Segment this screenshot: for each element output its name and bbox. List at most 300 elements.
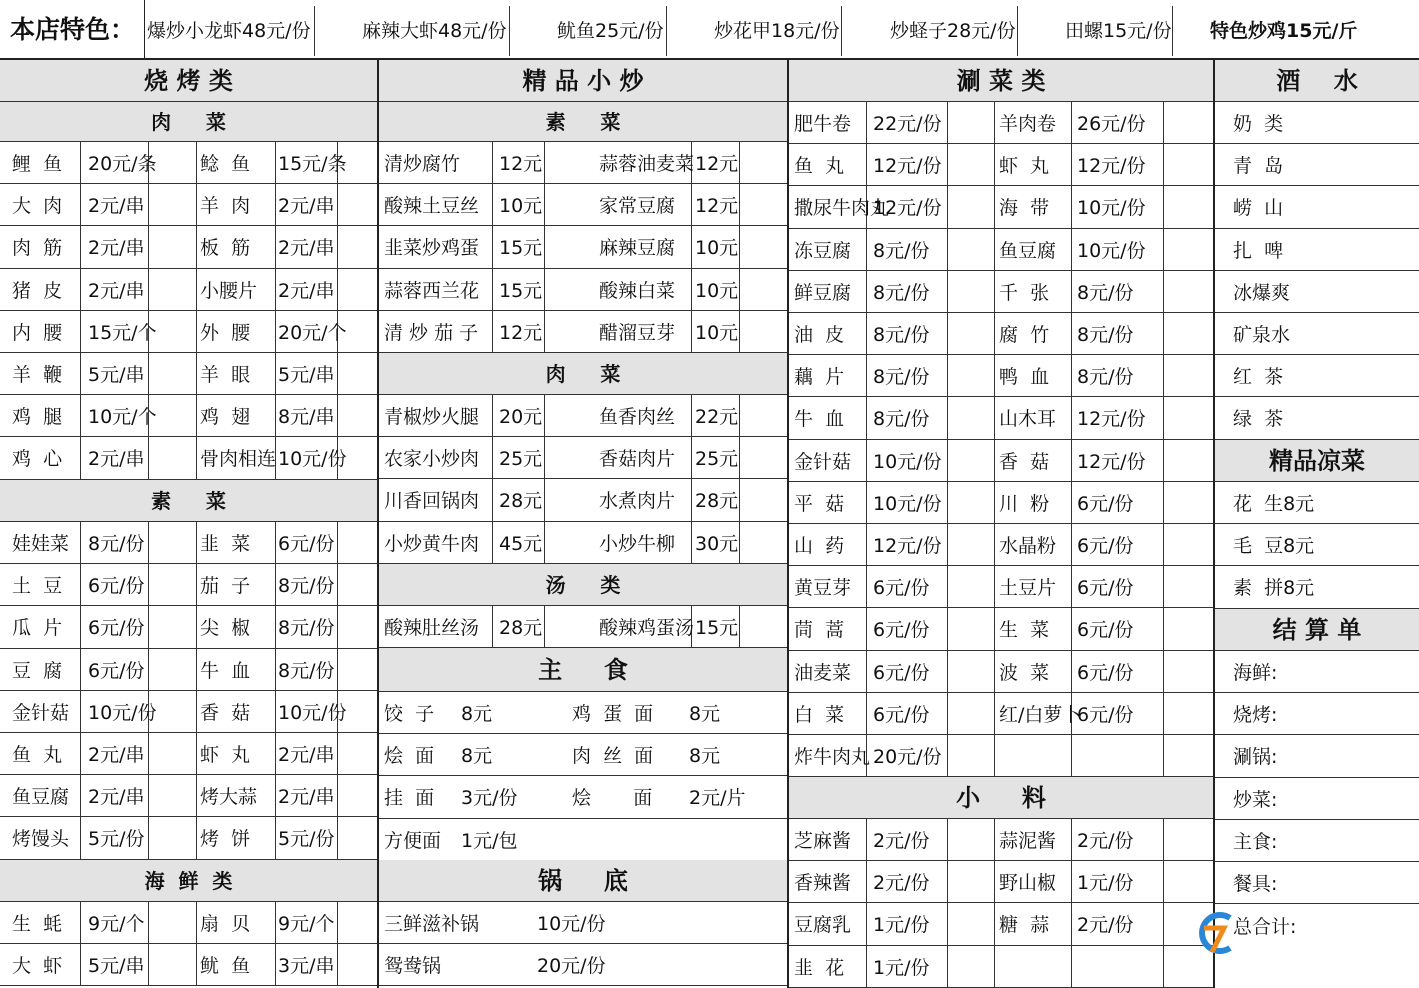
- item-name: 千 张: [999, 281, 1050, 304]
- menu-row: [1215, 524, 1419, 566]
- item-price: 15元: [499, 279, 543, 302]
- cell-divider: [1163, 524, 1164, 565]
- menu-row: [0, 226, 377, 268]
- item-name: 金针菇: [794, 450, 852, 473]
- cell-divider: [1163, 186, 1164, 227]
- item-name: 野山椒: [999, 872, 1057, 895]
- item-name: 鸡 心: [12, 448, 63, 471]
- item-price: 5元/串: [278, 364, 335, 387]
- item-price: 26元/份: [1077, 113, 1146, 136]
- menu-row: [1215, 693, 1419, 735]
- item-price: 2元/份: [873, 872, 930, 895]
- cell-divider: [196, 142, 197, 183]
- item-name: 素 拼8元: [1233, 577, 1315, 600]
- cell-divider: [196, 649, 197, 690]
- staple-section-title: 主 食: [379, 648, 787, 692]
- cell-divider: [994, 819, 995, 860]
- item-price: 10元/个: [88, 406, 157, 429]
- item-name: 烤馒头: [12, 828, 70, 851]
- item-price: 10元/份: [278, 448, 347, 471]
- menu-row: [789, 397, 1213, 439]
- menu-row: [789, 735, 1213, 777]
- item-price: 2元/串: [278, 744, 335, 767]
- item-name: 鱼豆腐: [999, 239, 1057, 262]
- item-name: 奶 类: [1233, 113, 1284, 136]
- item-name: 生 菜: [999, 619, 1050, 642]
- item-price: 15元: [695, 617, 739, 640]
- item-price: 1元/份: [873, 956, 930, 979]
- item-price: 12元/份: [873, 155, 942, 178]
- item-price: 2元/串: [88, 744, 145, 767]
- item-name: 矿泉水: [1233, 324, 1291, 347]
- item-name: 韭菜炒鸡蛋: [384, 237, 480, 260]
- menu-row: [789, 903, 1213, 945]
- item-name: 豆腐乳: [794, 914, 852, 937]
- cell-divider: [196, 395, 197, 436]
- menu-row: [1215, 271, 1419, 313]
- cell-divider: [196, 437, 197, 478]
- specials-bar: [0, 0, 1419, 60]
- cell-divider: [1163, 313, 1164, 354]
- item-name: 家常豆腐: [599, 195, 676, 218]
- menu-row: [0, 817, 377, 859]
- menu-row: [1215, 186, 1419, 228]
- item-name: 肉 丝 面: [572, 745, 654, 768]
- specials-title: 本店特色：: [0, 0, 145, 60]
- item-name: 撒尿牛肉丸: [794, 197, 890, 220]
- cell-divider: [1163, 482, 1164, 523]
- item-name: 海鲜:: [1233, 662, 1278, 685]
- cell-divider: [196, 522, 197, 563]
- item-name: 牛 血: [200, 659, 251, 682]
- item-name: 尖 椒: [200, 617, 251, 640]
- item-name: 猪 皮: [12, 279, 63, 302]
- item-price: 9元/个: [278, 913, 335, 936]
- item-price: 6元/份: [88, 617, 145, 640]
- menu-row: [789, 440, 1213, 482]
- item-price: 6元/份: [1077, 703, 1134, 726]
- item-name: 农家小炒肉: [384, 448, 480, 471]
- cell-divider: [1163, 735, 1164, 776]
- item-name: 清 炒 茄 子: [384, 321, 479, 344]
- item-price: 1元/份: [1077, 872, 1134, 895]
- item-price: 8元/份: [873, 324, 930, 347]
- menu-row: [379, 311, 787, 353]
- menu-row: [0, 395, 377, 437]
- item-price: 8元: [689, 703, 721, 726]
- menu-row: [0, 142, 377, 184]
- item-price: 12元: [695, 195, 739, 218]
- special-item: 麻辣大虾48元/份: [360, 6, 510, 56]
- menu-row: [789, 313, 1213, 355]
- cell-divider: [1163, 440, 1164, 481]
- item-price: 2元/串: [278, 195, 335, 218]
- item-price: 45元: [499, 532, 543, 555]
- item-name: 骨肉相连: [200, 448, 277, 471]
- item-price: 25元: [695, 448, 739, 471]
- menu-row: [379, 692, 787, 734]
- item-name: 大 肉: [12, 195, 63, 218]
- cell-divider: [492, 606, 493, 647]
- bbq-section-title: 烧 烤 类: [0, 60, 377, 102]
- item-price: 2元/份: [1077, 830, 1134, 853]
- cell-divider: [994, 440, 995, 481]
- cell-divider: [1163, 903, 1164, 944]
- menu-row: [1215, 820, 1419, 862]
- item-price: 8元/份: [1077, 281, 1134, 304]
- item-name: 白 菜: [794, 703, 845, 726]
- menu-row: [789, 608, 1213, 650]
- item-price: 2元/串: [88, 786, 145, 809]
- menu-row: [0, 269, 377, 311]
- cell-divider: [196, 775, 197, 816]
- stirfry-column: [379, 60, 789, 988]
- special-item: 鱿鱼25元/份: [555, 6, 667, 56]
- menu-row: [379, 437, 787, 479]
- special-item: 爆炒小龙虾48元/份: [145, 6, 315, 56]
- item-price: 12元/份: [1077, 408, 1146, 431]
- item-name: 鲤 鱼: [12, 153, 63, 176]
- cell-divider: [196, 269, 197, 310]
- item-name: 牛 血: [794, 408, 845, 431]
- item-name: 小炒黄牛肉: [384, 532, 480, 555]
- item-price: 2元/串: [88, 279, 145, 302]
- item-price: 6元/份: [1077, 535, 1134, 558]
- item-price: 6元/份: [873, 703, 930, 726]
- menu-row: [0, 733, 377, 775]
- item-name: 鱼豆腐: [12, 786, 70, 809]
- item-price: 12元/份: [873, 197, 942, 220]
- item-price: 6元/份: [873, 661, 930, 684]
- item-name: 方便面: [384, 829, 442, 852]
- item-price: 15元/个: [88, 321, 157, 344]
- cell-divider: [492, 437, 493, 478]
- menu-row: [1215, 651, 1419, 693]
- special-item-featured: 特色炒鸡15元/斤: [1210, 20, 1358, 42]
- cell-divider: [1163, 144, 1164, 185]
- menu-row: [789, 651, 1213, 693]
- item-price: 12元: [499, 321, 543, 344]
- item-price: 2元/串: [88, 195, 145, 218]
- hotpot-column: [789, 60, 1215, 988]
- item-name: 烤大蒜: [200, 786, 258, 809]
- menu-row: [0, 944, 377, 986]
- item-name: 山木耳: [999, 408, 1057, 431]
- cell-divider: [1163, 693, 1164, 734]
- item-name: 鲜豆腐: [794, 281, 852, 304]
- cell-divider: [1163, 608, 1164, 649]
- item-name: 虾 丸: [200, 744, 251, 767]
- item-name: 涮锅:: [1233, 746, 1278, 769]
- item-name: 酸辣肚丝汤: [384, 617, 480, 640]
- special-item: 炒花甲18元/份: [712, 6, 842, 56]
- menu-row: [789, 946, 1213, 988]
- item-price: 5元/份: [278, 828, 335, 851]
- menu-row: [789, 482, 1213, 524]
- menu-row: [1215, 144, 1419, 186]
- item-name: 蒜蓉油麦菜: [599, 153, 695, 176]
- item-name: 炸牛肉丸: [794, 746, 871, 769]
- item-price: 6元/份: [88, 575, 145, 598]
- item-name: 土豆片: [999, 577, 1057, 600]
- menu-row: [1215, 313, 1419, 355]
- item-price: 2元/串: [88, 448, 145, 471]
- cell-divider: [196, 902, 197, 943]
- item-price: [689, 819, 769, 860]
- item-price: 28元: [695, 490, 739, 513]
- item-name: 鸭 血: [999, 366, 1050, 389]
- item-name: 豆 腐: [12, 659, 63, 682]
- item-name: 鱼 丸: [12, 744, 63, 767]
- cell-divider: [994, 102, 995, 143]
- menu-row: [0, 522, 377, 564]
- item-price: 20元/条: [88, 153, 157, 176]
- cell-divider: [994, 271, 995, 312]
- bill-section-title: 结 算 单: [1215, 609, 1419, 651]
- item-price: 22元: [695, 406, 739, 429]
- item-name: 鱼 丸: [794, 155, 845, 178]
- item-price: 5元/份: [88, 828, 145, 851]
- menu-row: [379, 776, 787, 818]
- menu-row: [1215, 735, 1419, 777]
- cell-divider: [1163, 566, 1164, 607]
- item-price: 28元: [499, 490, 543, 513]
- menu-row: [379, 479, 787, 521]
- item-name: 油麦菜: [794, 661, 852, 684]
- item-name: 鸡 翅: [200, 406, 251, 429]
- menu-row: [0, 437, 377, 479]
- item-price: 8元: [461, 703, 493, 726]
- item-name: 鱼香肉丝: [599, 406, 676, 429]
- item-price: 5元/串: [88, 364, 145, 387]
- item-name: 羊 眼: [200, 364, 251, 387]
- item-price: 22元/份: [873, 113, 942, 136]
- item-price: 8元/份: [873, 408, 930, 431]
- cell-divider: [994, 229, 995, 270]
- item-name: 花 生8元: [1233, 493, 1315, 516]
- cell-divider: [196, 817, 197, 858]
- menu-row: [1215, 778, 1419, 820]
- cell-divider: [994, 946, 995, 987]
- menu-row: [789, 524, 1213, 566]
- menu-row: [379, 902, 787, 944]
- item-name: 藕 片: [794, 366, 845, 389]
- item-name: 茼 蒿: [794, 619, 845, 642]
- stirfry-soup-subtitle: 汤 类: [379, 564, 787, 606]
- item-name: 内 腰: [12, 321, 63, 344]
- cell-divider: [196, 733, 197, 774]
- item-price: 12元/份: [873, 535, 942, 558]
- special-item: 炒蛏子28元/份: [888, 6, 1018, 56]
- item-price: 25元: [499, 448, 543, 471]
- item-name: 红 茶: [1233, 366, 1284, 389]
- bbq-seafood-subtitle: 海 鲜 类: [0, 860, 377, 902]
- item-name: [999, 946, 1075, 987]
- item-price: 6元/份: [1077, 492, 1134, 515]
- item-price: 8元/份: [873, 281, 930, 304]
- cell-divider: [492, 522, 493, 563]
- item-name: 蒜蓉西兰花: [384, 279, 480, 302]
- menu-row: [789, 186, 1213, 228]
- item-price: 8元/份: [873, 366, 930, 389]
- cell-divider: [196, 606, 197, 647]
- cell-divider: [994, 608, 995, 649]
- item-name: 芝麻酱: [794, 830, 852, 853]
- item-name: 水晶粉: [999, 535, 1057, 558]
- cell-divider: [1163, 861, 1164, 902]
- menu-row: [789, 355, 1213, 397]
- item-price: 8元/份: [1077, 324, 1134, 347]
- item-name: 主食:: [1233, 830, 1278, 853]
- item-name: 饺 子: [384, 703, 435, 726]
- item-name: 黄豆芽: [794, 577, 852, 600]
- item-price: 1元/包: [461, 829, 518, 852]
- menu-row: [789, 566, 1213, 608]
- item-name: 烩 面: [572, 787, 653, 810]
- item-price: 12元: [695, 153, 739, 176]
- cell-divider: [492, 269, 493, 310]
- cell-divider: [994, 397, 995, 438]
- pot-section-title: 锅 底: [379, 860, 787, 902]
- item-price: 15元/条: [278, 153, 347, 176]
- menu-row: [789, 144, 1213, 186]
- cell-divider: [994, 524, 995, 565]
- item-price: 30元: [695, 532, 739, 555]
- item-price: 10元/份: [1077, 197, 1146, 220]
- item-name: 清炒腐竹: [384, 153, 461, 176]
- item-price: 6元/份: [1077, 577, 1134, 600]
- item-name: 扎 啤: [1233, 239, 1284, 262]
- item-name: 板 筋: [200, 237, 251, 260]
- menu-row: [1215, 355, 1419, 397]
- item-price: 6元/份: [873, 577, 930, 600]
- item-name: 绿 茶: [1233, 408, 1284, 431]
- item-price: 2元/串: [278, 237, 335, 260]
- item-price: 10元: [499, 195, 543, 218]
- menu-row: [789, 102, 1213, 144]
- item-name: 韭 花: [794, 956, 845, 979]
- menu-row: [379, 226, 787, 268]
- item-name: 鸳鸯锅: [384, 955, 442, 978]
- stirfry-section-title: 精 品 小 炒: [379, 60, 787, 102]
- item-price: 10元/份: [873, 450, 942, 473]
- item-name: 娃娃菜: [12, 533, 70, 556]
- item-name: 茄 子: [200, 575, 251, 598]
- item-name: 糖 蒜: [999, 914, 1050, 937]
- cell-divider: [1163, 651, 1164, 692]
- item-name: 波 菜: [999, 661, 1050, 684]
- menu-row: [0, 775, 377, 817]
- item-price: 10元/份: [873, 492, 942, 515]
- item-price: 20元: [499, 406, 543, 429]
- cell-divider: [994, 693, 995, 734]
- item-name: 醋溜豆芽: [599, 321, 676, 344]
- item-name: 小炒牛柳: [599, 532, 676, 555]
- special-item: 田螺15元/份: [1063, 6, 1173, 56]
- item-name: 山 药: [794, 535, 845, 558]
- item-name: 青 岛: [1233, 155, 1284, 178]
- menu-row: [0, 902, 377, 944]
- item-name: 腐 竹: [999, 324, 1050, 347]
- item-price: 10元: [695, 321, 739, 344]
- hotpot-section-title: 涮 菜 类: [789, 60, 1213, 102]
- cell-divider: [994, 144, 995, 185]
- item-price: 6元/份: [1077, 619, 1134, 642]
- cell-divider: [492, 311, 493, 352]
- item-name: 羊 肉: [200, 195, 251, 218]
- item-name: 崂 山: [1233, 197, 1284, 220]
- item-price: 12元: [499, 153, 543, 176]
- item-price: 12元/份: [1077, 450, 1146, 473]
- brand-logo-icon: [1190, 908, 1240, 958]
- menu-row: [379, 269, 787, 311]
- cell-divider: [1163, 271, 1164, 312]
- item-price: 8元/份: [278, 659, 335, 682]
- item-name: 土 豆: [12, 575, 63, 598]
- item-name: 餐具:: [1233, 873, 1278, 896]
- item-name: 毛 豆8元: [1233, 535, 1315, 558]
- menu-row: [789, 861, 1213, 903]
- menu-row: [789, 693, 1213, 735]
- item-name: 扇 贝: [200, 913, 251, 936]
- cell-divider: [994, 651, 995, 692]
- menu-row: [379, 606, 787, 648]
- cell-divider: [196, 226, 197, 267]
- item-name: 鸡 腿: [12, 406, 63, 429]
- item-name: 鲶 鱼: [200, 153, 251, 176]
- menu-row: [1215, 482, 1419, 524]
- cell-divider: [994, 566, 995, 607]
- item-name: 川 粉: [999, 492, 1050, 515]
- item-price: 3元/份: [461, 787, 518, 810]
- menu-row: [0, 606, 377, 648]
- menu-row: [1215, 862, 1419, 904]
- item-price: 6元/份: [278, 533, 335, 556]
- item-name: 蒜泥酱: [999, 830, 1057, 853]
- item-name: 冻豆腐: [794, 239, 852, 262]
- menu-row: [379, 522, 787, 564]
- item-name: 酸辣鸡蛋汤: [599, 617, 695, 640]
- item-name: 肉 筋: [12, 237, 63, 260]
- item-name: 烧烤:: [1233, 704, 1278, 727]
- item-price: 8元/份: [278, 617, 335, 640]
- menu-row: [0, 564, 377, 606]
- item-price: 8元/份: [873, 239, 930, 262]
- item-name: 香 菇: [200, 701, 251, 724]
- bbq-column: [0, 60, 379, 988]
- item-price: 8元/份: [88, 533, 145, 556]
- cell-divider: [994, 861, 995, 902]
- condiments-section-title: 小 料: [789, 777, 1213, 819]
- cell-divider: [196, 944, 197, 985]
- cell-divider: [492, 226, 493, 267]
- item-price: 8元: [689, 745, 721, 768]
- item-name: 外 腰: [200, 321, 251, 344]
- item-name: 红/白萝卜: [999, 703, 1082, 726]
- item-name: [999, 735, 1075, 776]
- item-name: 大 虾: [12, 955, 63, 978]
- item-name: 酸辣白菜: [599, 279, 676, 302]
- stirfry-meat-subtitle: 肉 菜: [379, 353, 787, 395]
- item-price: 2元/串: [278, 279, 335, 302]
- item-price: 20元/个: [278, 321, 347, 344]
- item-name: 虾 丸: [999, 155, 1050, 178]
- item-price: 1元/份: [873, 914, 930, 937]
- menu-row: [379, 819, 787, 861]
- item-price: 8元/份: [278, 575, 335, 598]
- cell-divider: [1163, 355, 1164, 396]
- item-price: 2元/份: [873, 830, 930, 853]
